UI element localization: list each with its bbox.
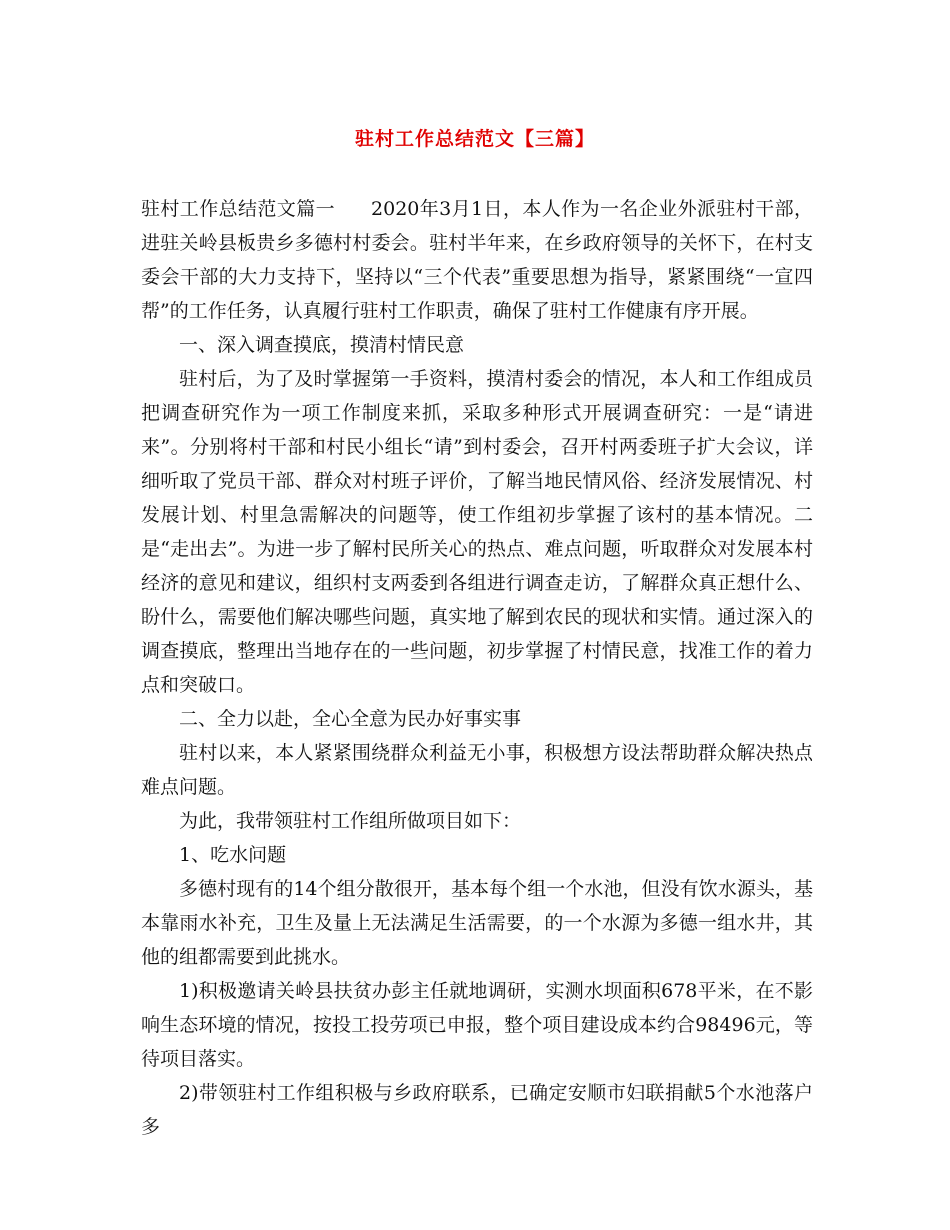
document-body [141,192,813,1144]
body-paragraph: 多德村现有的14个组分散很开，基本每个组一个水池，但没有饮水源头，基本靠雨水补充，卫生及量上无法满足生活需要，的一个水源为多德一组水井，其他的组都需要到此挑水。 [141,878,813,968]
body-paragraph: 为此，我带领驻村工作组所做项目如下： [179,810,522,832]
document-title: 驻村工作总结范文【三篇】 [354,128,595,150]
list-item: 1)积极邀请关岭县扶贫办彭主任就地调研，实测水坝面积678平米，在不影响生态环境的情况，按投工投劳项已申报，整个项目建设成本约合98496元，等待项目落实。 [141,980,813,1070]
subheading-water: 1、吃水问题 [179,844,287,866]
intro-paragraph [141,192,813,328]
section-label: 驻村工作总结范文篇一 [141,198,336,220]
body-paragraph: 驻村后，为了及时掌握第一手资料，摸清村委会的情况，本人和工作组成员把调查研究作为一项工作制度来抓，采取多种形式开展调查研究：一是“请进来”。分别将村干部和村民小组长“请”到村委会，召开村两委班子扩大会议，详细听取了党员干部、群众对村班子评价，了解当地民情风俗、经济发展情况、村发展计划、村里急需解决的问题等，使工作组初步掌握了该村的基本情况。二是“走出去”。为进一步了解村民所关心的热点、难点问题，听取群众对发展本村经济的意见和建议，组织村支两委到各组进行调查走访，了解群众真正想什么、盼什么，需要他们解决哪些问题，真实地了解到农民的现状和实情。通过深入的调查摸底，整理出当地存在的一些问题，初步掌握了村情民意，找准工作的着力点和突破口。 [141,368,813,696]
body-paragraph: 驻村以来，本人紧紧围绕群众利益无小事，积极想方设法帮助群众解决热点难点问题。 [141,742,813,798]
section-heading-1: 一、深入调查摸底，摸清村情民意 [179,334,465,356]
paragraph-text: 2020年3月1日，本人作为一名企业外派驻村干部，进驻关岭县板贵乡多德村村委会。驻村半年来，在乡政府领导的关怀下，在村支委会干部的大力支持下，坚持以“三个代表”重要思想为指导，紧紧围绕“一宣四帮”的工作任务，认真履行驻村工作职责，确保了驻村工作健康有序开展。 [141,198,813,322]
list-item: 2)带领驻村工作组积极与乡政府联系，已确定安顺市妇联捐献5个水池落户多 [141,1082,813,1138]
section-heading-2: 二、全力以赴，全心全意为民办好事实事 [179,708,522,730]
